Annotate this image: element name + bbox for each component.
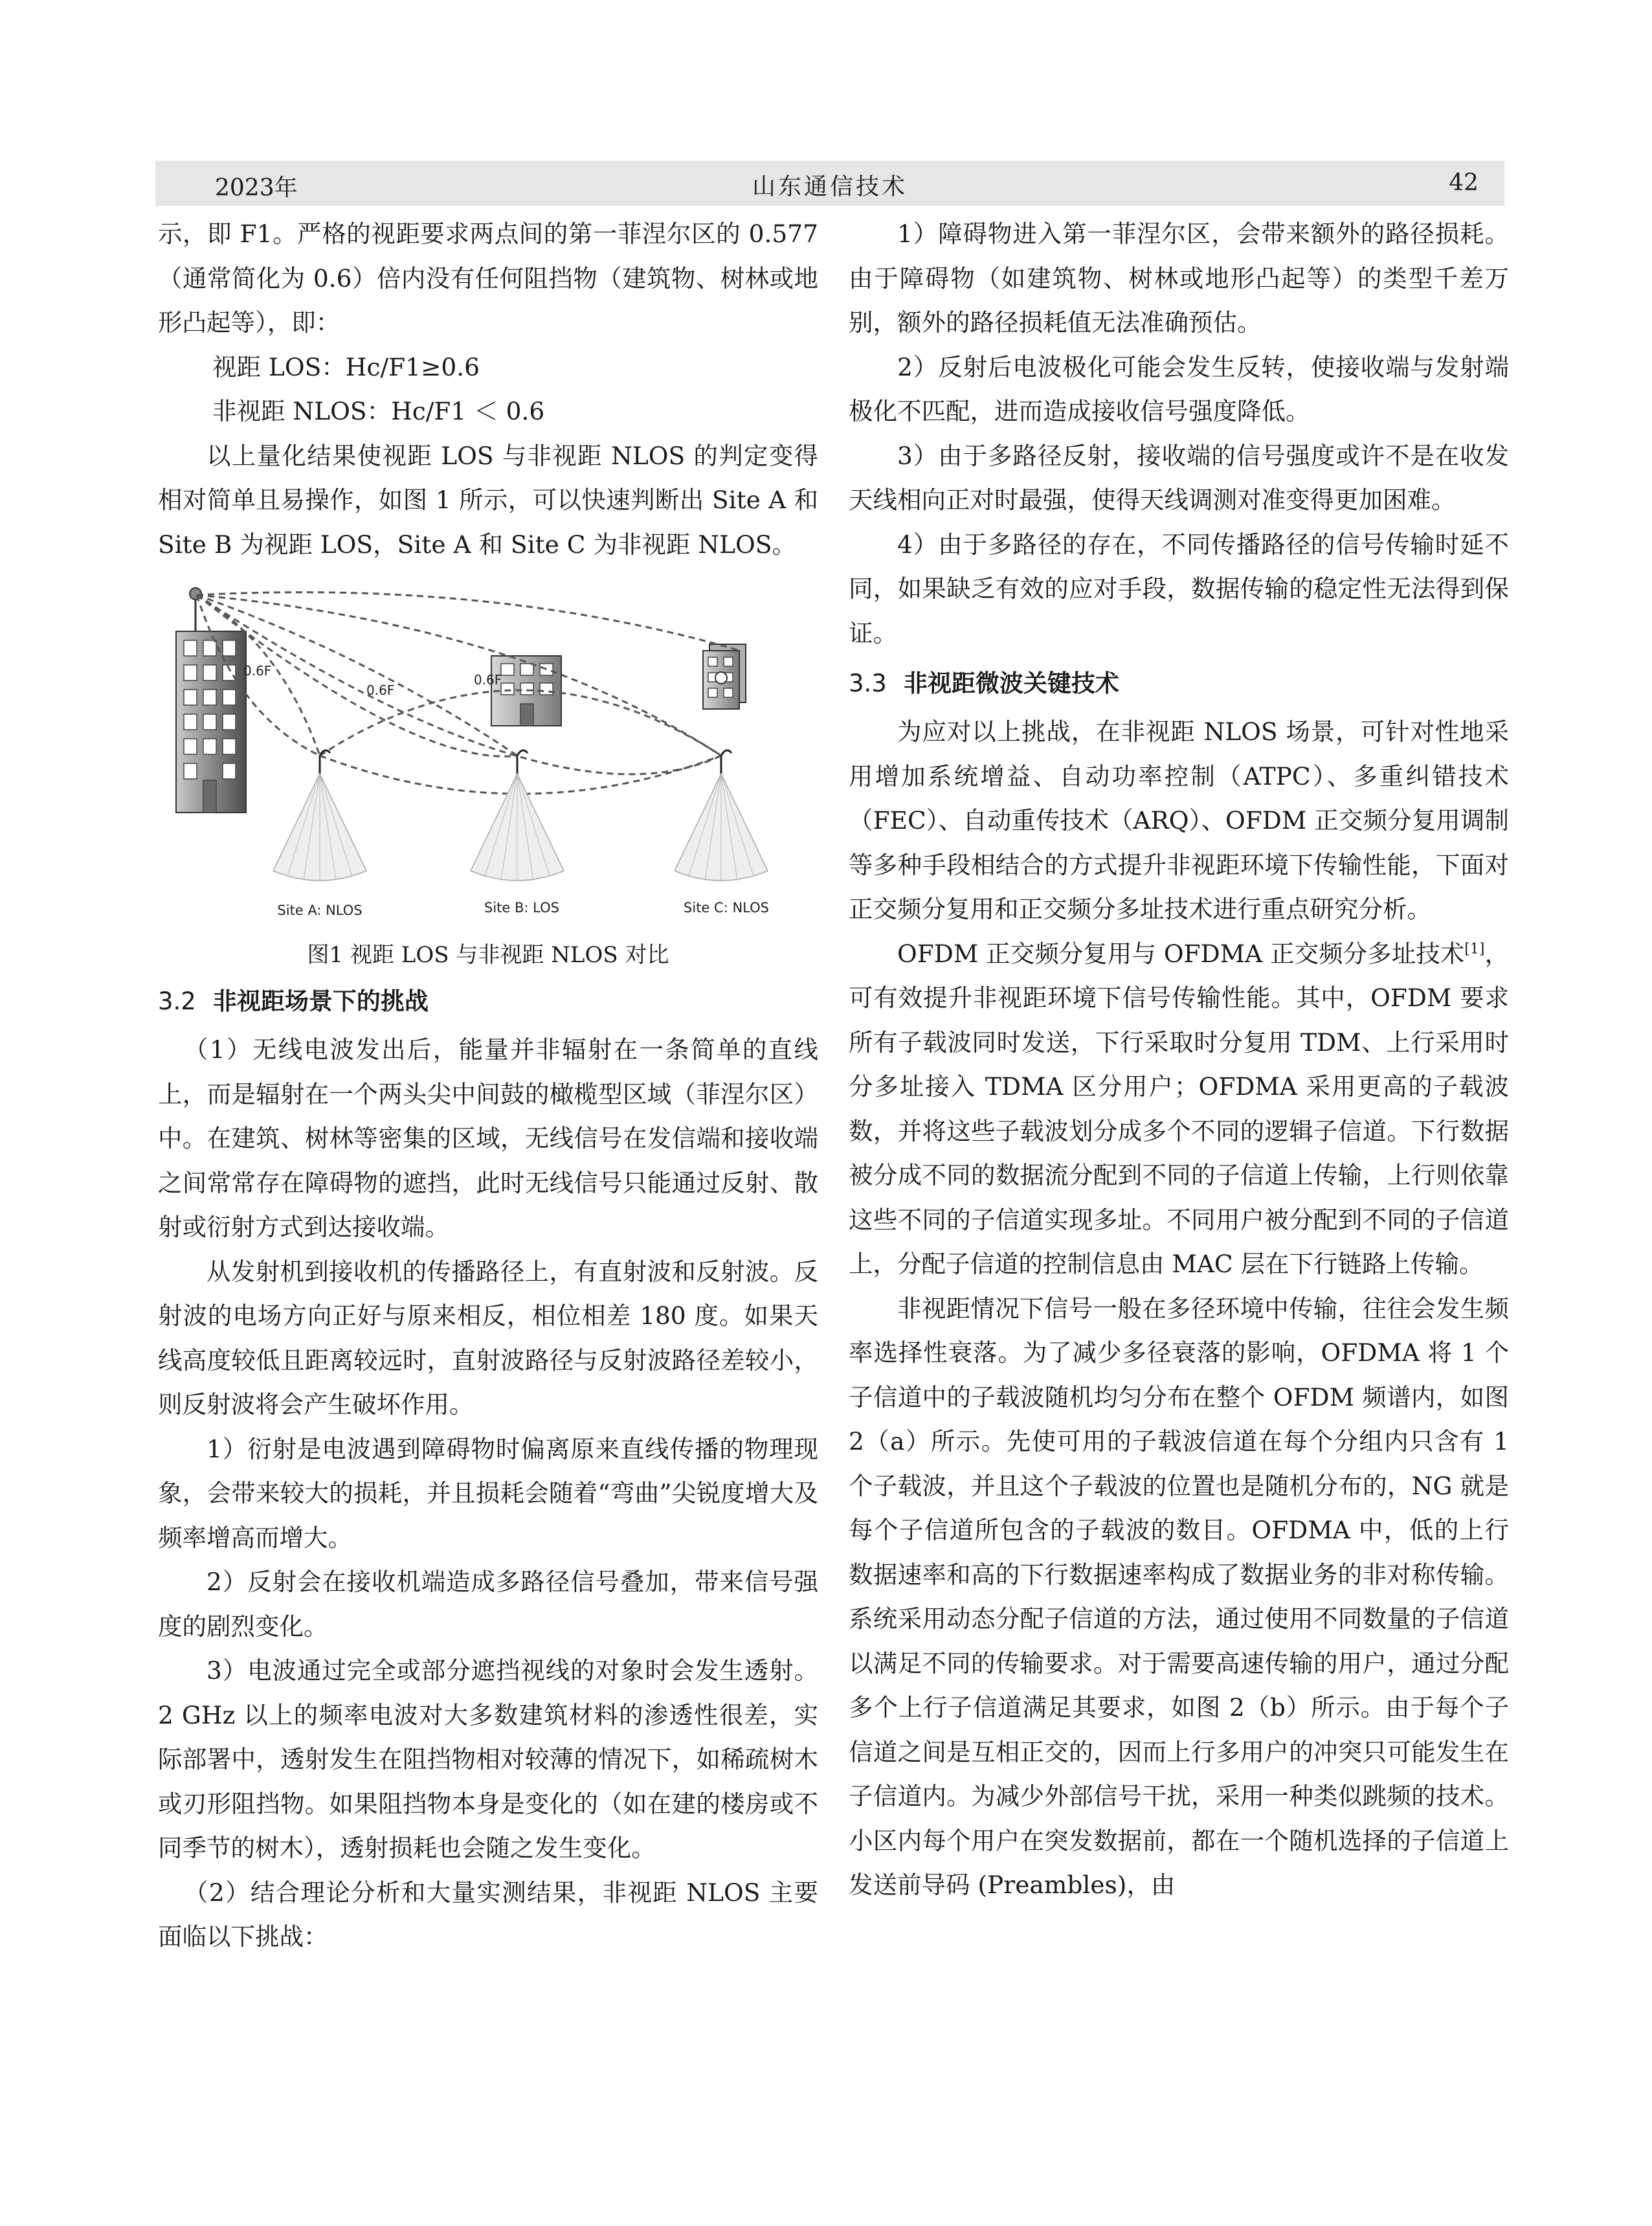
figure-1 [158,586,818,936]
tall-building-icon [176,631,246,813]
paragraph: 非视距情况下信号一般在多径环境中传输，往往会发生频率选择性衰落。为了减少多径衰落的影响，OFDMA 将 1 个子信道中的子载波随机均匀分布在整个 OFDM 频谱内，如图 2（a）所示。先使可用的子载波信道在每个分组内只含有 1 个子载波，并且这个子载波的位置也是随机分布的，NG 就是每个子信道所包含的子载波的数目。OFDMA 中，低的上行数据速率和高的下行数据速率构成了数据业务的非对称传输。系统采用动态分配子信道的方法，通过使用不同数量的子信道以满足不同的传输要求。对于需要高速传输的用户，通过分配多个上行子信道满足其要求，如图 2（b）所示。由于每个子信道之间是互相正交的，因而上行多用户的冲突只可能发生在子信道内。为减少外部信号干扰，采用一种类似跳频的技术。小区内每个用户在突发数据前，都在一个随机选择的子信道上发送前导码 (Preambles)，由 [849,1294,1509,1899]
figure-caption: 图1 视距 LOS 与非视距 NLOS 对比 [307,942,669,968]
section-number: 3.2 [158,987,196,1015]
citation-reference[interactable]: [1] [1464,941,1485,957]
paragraph: 4）由于多路径的存在，不同传播路径的信号传输时延不同，如果缺乏有效的应对手段，数据传输的稳定性无法得到保证。 [849,530,1509,647]
paragraph: 2）反射后电波极化可能会发生反转，使接收端与发射端极化不匹配，进而造成接收信号强度降低。 [849,352,1509,425]
header-journal-title: 山东通信技术 [752,174,908,200]
los-nlos-diagram [158,586,818,936]
section-heading-3-3 [849,664,1509,703]
paragraph: 为应对以上挑战，在非视距 NLOS 场景，可针对性地采用增加系统增益、自动功率控制（ATPC）、多重纠错技术（FEC）、自动重传技术（ARQ）、OFDM 正交频分复用调制等多种手段相结合的方式提升非视距环境下传输性能，下面对正交频分复用和正交频分多址技术进行重点研究分析。 [849,717,1509,923]
paragraph: 以上量化结果使视距 LOS 与非视距 NLOS 的判定变得相对简单且易操作，如图 1 所示，可以快速判断出 Site A 和 Site B 为视距 LOS，Site A 和 Site C 为非视距 NLOS。 [158,441,818,559]
left-column [158,212,818,1959]
site-c-receiver-icon [675,750,768,882]
site-a-label: Site A: NLOS [277,903,363,918]
fresnel-label-b: 0.6F [366,682,395,698]
formula-los: 视距 LOS：Hc/F1≥0.6 [212,352,480,381]
right-column [849,212,1509,1907]
site-b-receiver-icon [471,750,564,882]
paragraph: 3）电波通过完全或部分遮挡视线的对象时会发生透射。2 GHz 以上的频率电波对大多数建筑材料的渗透性很差，实际部署中，透射发生在阻挡物相对较薄的情况下，如稀疏树木或刃形阻挡物。如果阻挡物本身是变化的（如在建的楼房或不同季节的树木），透射损耗也会随之发生变化。 [158,1656,818,1862]
paragraph: 2）反射会在接收机端造成多路径信号叠加，带来信号强度的剧烈变化。 [158,1568,818,1641]
paragraph: 1）衍射是电波遇到障碍物时偏离原来直线传播的物理现象，会带来较大的损耗，并且损耗会随着“弯曲”尖锐度增大及频率增高而增大。 [158,1434,818,1552]
section-heading-3-2 [158,982,818,1021]
fresnel-label-a: 0.6F [243,663,272,679]
formula-nlos: 非视距 NLOS：Hc/F1 ＜ 0.6 [212,397,545,425]
paragraph: （1）无线电波发出后，能量并非辐射在一条简单的直线上，而是辐射在一个两头尖中间鼓的橄榄型区域（菲涅尔区）中。在建筑、树林等密集的区域，无线信号在发信端和接收端之间常常存在障碍物的遮挡，此时无线信号只能通过反射、散射或衍射方式到达接收端。 [158,1035,818,1241]
right-building-icon [703,644,746,709]
site-c-label: Site C: NLOS [684,900,769,916]
section-title: 非视距微波关键技术 [903,669,1119,697]
paragraph [849,932,1509,1287]
site-b-label: Site B: LOS [484,900,559,916]
paragraph: 3）由于多路径反射，接收端的信号强度或许不是在收发天线相向正对时最强，使得天线调测对准变得更加困难。 [849,441,1509,514]
paragraph-text: ，可有效提升非视距环境下信号传输性能。其中，OFDM 要求所有子载波同时发送，下行采取时分复用 TDM、上行采用时分多址接入 TDMA 区分用户；OFDMA 采用更高的子载波数，并将这些子载波划分成多个不同的逻辑子信道。下行数据被分成不同的数据流分配到不同的子信道上传输，上行则依靠这些不同的子信道实现多址。不同用户被分配到不同的子信道上，分配子信道的控制信息由 MAC 层在下行链路上传输。 [849,939,1509,1278]
section-number: 3.3 [849,669,887,697]
header-year: 2023年 [215,175,298,201]
site-a-receiver-icon [273,750,366,882]
header-page-number: 42 [1449,170,1479,196]
paragraph: 示，即 F1。严格的视距要求两点间的第一菲涅尔区的 0.577（通常简化为 0.6）倍内没有任何阻挡物（建筑物、树林或地形凸起等），即： [158,219,818,337]
fresnel-label-c: 0.6F [474,672,502,688]
paragraph-text: OFDM 正交频分复用与 OFDMA 正交频分多址技术 [897,939,1465,968]
section-title: 非视距场景下的挑战 [212,987,429,1015]
paragraph: 1）障碍物进入第一菲涅尔区，会带来额外的路径损耗。由于障碍物（如建筑物、树林或地形凸起等）的类型千差万别，额外的路径损耗值无法准确预估。 [849,219,1509,337]
running-header [155,161,1504,206]
paragraph: （2）结合理论分析和大量实测结果，非视距 NLOS 主要面临以下挑战： [158,1878,818,1951]
fresnel-zones [197,592,741,794]
paragraph: 从发射机到接收机的传播路径上，有直射波和反射波。反射波的电场方向正好与原来相反，相位相差 180 度。如果天线高度较低且距离较远时，直射波路径与反射波路径差较小，则反射波将会产生破坏作用。 [158,1257,818,1419]
